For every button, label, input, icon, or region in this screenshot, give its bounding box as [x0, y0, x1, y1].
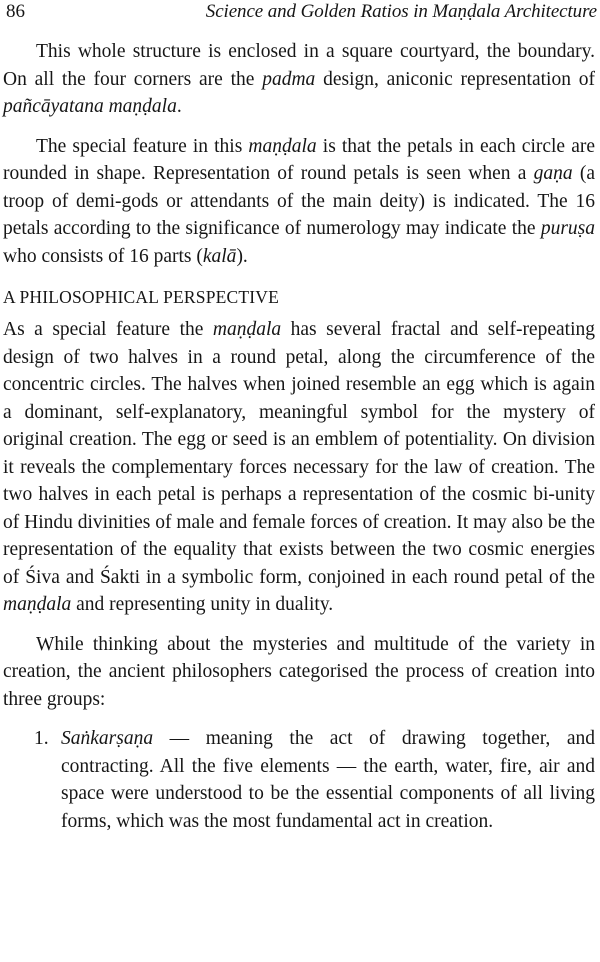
italic-term: Saṅkarṣaṇa — [61, 728, 154, 749]
text-run: . — [176, 96, 182, 117]
italic-term: maṇḍala — [212, 319, 282, 340]
italic-term: maṇḍala — [3, 594, 72, 615]
list-item — [3, 725, 595, 835]
list-number: 1. — [34, 728, 49, 749]
running-head — [0, 0, 597, 24]
list-item-text — [61, 728, 595, 832]
italic-term: maṇḍala — [248, 135, 317, 157]
italic-term: pañcāyatana maṇḍala — [3, 96, 177, 117]
body-text — [3, 38, 595, 835]
text-run: is that the petals in each circle are rounded in shape. Representation of round petals is seen when a — [3, 135, 595, 184]
paragraph-special-feature — [3, 316, 595, 619]
italic-term: puruṣa — [540, 218, 595, 239]
text-run: and representing unity in duality. — [71, 594, 334, 615]
paragraph-ancient-philosophers — [3, 631, 595, 714]
paragraph-round-petals — [3, 133, 595, 271]
text-run: who consists of 16 parts ( — [3, 245, 203, 267]
text-run: ). — [236, 245, 248, 267]
italic-term: kalā — [202, 245, 237, 267]
italic-term: gaṇa — [533, 163, 573, 184]
running-title: Science and Golden Ratios in Maṇḍala Architecture — [205, 1, 597, 22]
text-run: As a special feature the — [3, 319, 213, 340]
text-run: While thinking about the mysteries and multitude of the variety in creation, the ancient philosophers categorised the process of creation into three groups: — [3, 633, 595, 710]
page-number: 86 — [6, 1, 25, 22]
paragraph-courtyard — [3, 38, 595, 121]
text-run: — meaning the act of drawing together, and contracting. All the five elements — the earth, water, fire, air and space were understood to be the essential components of all living forms, which was the most fundamental act in creation. — [61, 728, 595, 832]
text-run: has several fractal and self-repeating design of two halves in a round petal, along the circumference of the concentric circles. The halves when joined resemble an egg which is again a dominant, self-explanatory, meaningful symbol for the mystery of original creation. The egg or seed is an emblem of potentiality. On division it reveals the complementary forces necessary for the law of creation. The two halves in each petal is perhaps a representation of the cosmic bi-unity of Hindu divinities of male and female forces of creation. It may also be the representation of the equality that exists between the two cosmic energies of Śiva and Śakti in a symbolic form, conjoined in each round petal of the — [3, 319, 595, 588]
italic-term: padma — [262, 68, 316, 90]
text-run: This whole structure is enclosed in a square courtyard, the boundary. On all the four corners are the — [3, 41, 595, 90]
text-run: design, aniconic representation of — [315, 68, 595, 90]
text-run: (a troop of demi-gods or attendants of the main deity) is indicated. The 16 petals according to the significance of numerology may indicate the — [3, 163, 595, 239]
section-heading: A PHILOSOPHICAL PERSPECTIVE — [3, 287, 280, 307]
text-run: The special feature in this — [36, 135, 249, 157]
